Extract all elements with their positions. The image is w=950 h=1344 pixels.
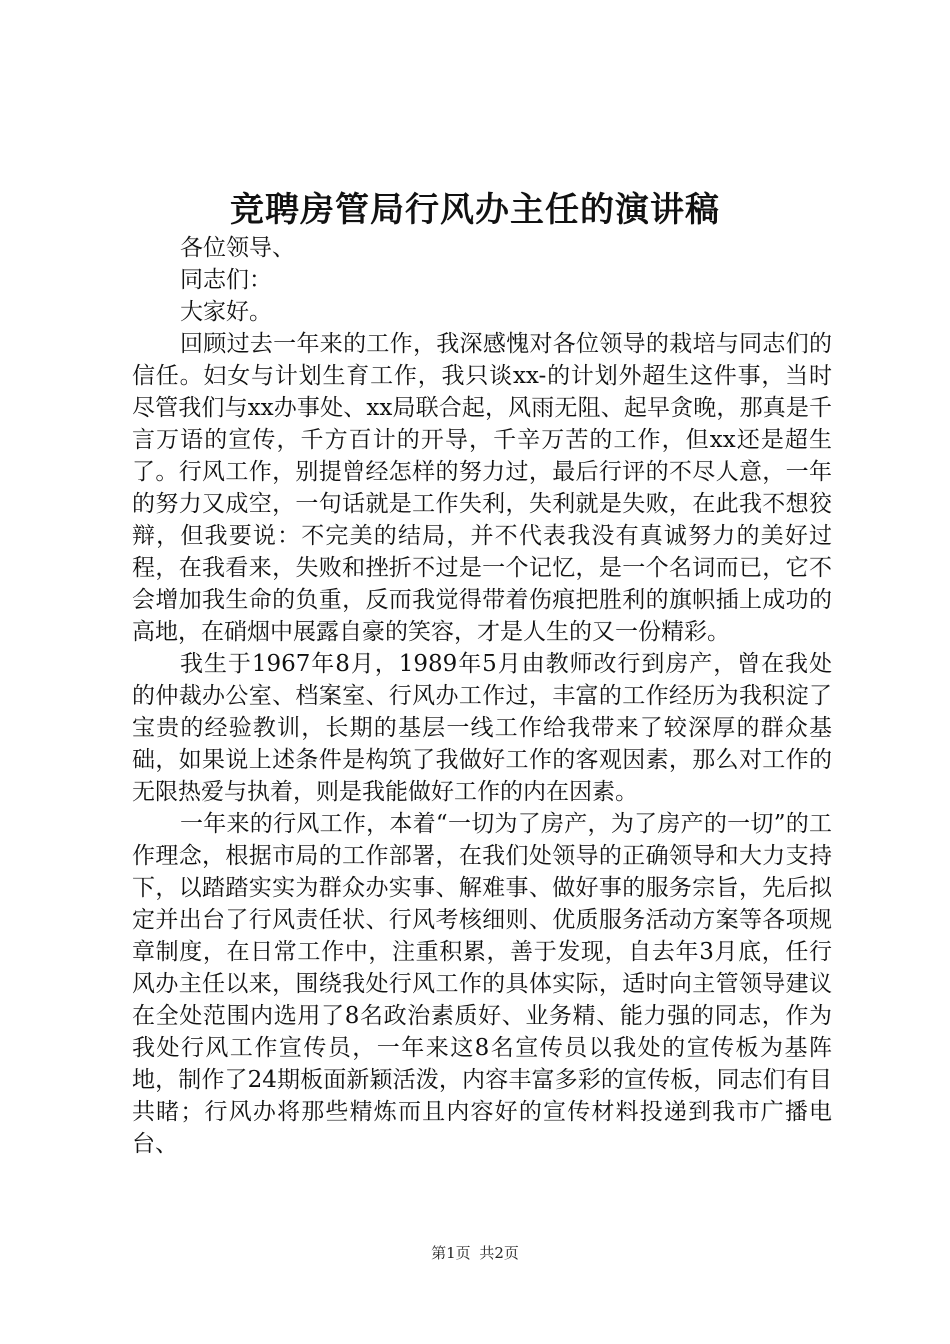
greeting-line: 同志们： [180,267,272,293]
greeting-line: 各位领导、 [180,235,295,261]
page-number: 第1页 [431,1244,471,1262]
document-title: 竞聘房管局行风办主任的演讲稿 [230,190,720,230]
page-total: 共2页 [479,1244,519,1262]
body-paragraph: 我生于1967年8月，1989年5月由教师改行到房产，曾在我处的仲裁办公室、档案室、行风办工作过，丰富的工作经历为我积淀了宝贵的经验教训，长期的基层一线工作给我带来了较深厚的群众基础，如果说上述条件是构筑了我做好工作的客观因素，那么对工作的无限热爱与执着，则是我能做好工作的内在因素。 [132,651,832,805]
body-paragraph: 回顾过去一年来的工作，我深感愧对各位领导的栽培与同志们的信任。妇女与计划生育工作，我只谈xx-的计划外超生这件事，当时尽管我们与xx办事处、xx局联合起，风雨无阻、起早贪晚，那真是千言万语的宣传，千方百计的开导，千辛万苦的工作，但xx还是超生了。行风工作，别提曾经怎样的努力过，最后行评的不尽人意，一年的努力又成空，一句话就是工作失利，失利就是失败，在此我不想狡辩，但我要说：不完美的结局，并不代表我没有真诚努力的美好过程，在我看来，失败和挫折不过是一个记忆，是一个名词而已，它不会增加我生命的负重，反而我觉得带着伤痕把胜利的旗帜插上成功的高地，在硝烟中展露自豪的笑容，才是人生的又一份精彩。 [132,331,832,645]
page-footer [0,1242,950,1264]
body-paragraph: 一年来的行风工作，本着“一切为了房产，为了房产的一切”的工作理念，根据市局的工作部署，在我们处领导的正确领导和大力支持下，以踏踏实实为群众办实事、解难事、做好事的服务宗旨，先后拟定并出台了行风责任状、行风考核细则、优质服务活动方案等各项规章制度，在日常工作中，注重积累，善于发现，自去年3月底，任行风办主任以来，围绕我处行风工作的具体实际，适时向主管领导建议在全处范围内选用了8名政治素质好、业务精、能力强的同志，作为我处行风工作宣传员，一年来这8名宣传员以我处的宣传板为基阵地，制作了24期板面新颖活泼，内容丰富多彩的宣传板，同志们有目共睹；行风办将那些精炼而且内容好的宣传材料投递到我市广播电台、 [132,811,832,1157]
greeting-line: 大家好。 [180,299,272,325]
document-body [132,232,832,1160]
